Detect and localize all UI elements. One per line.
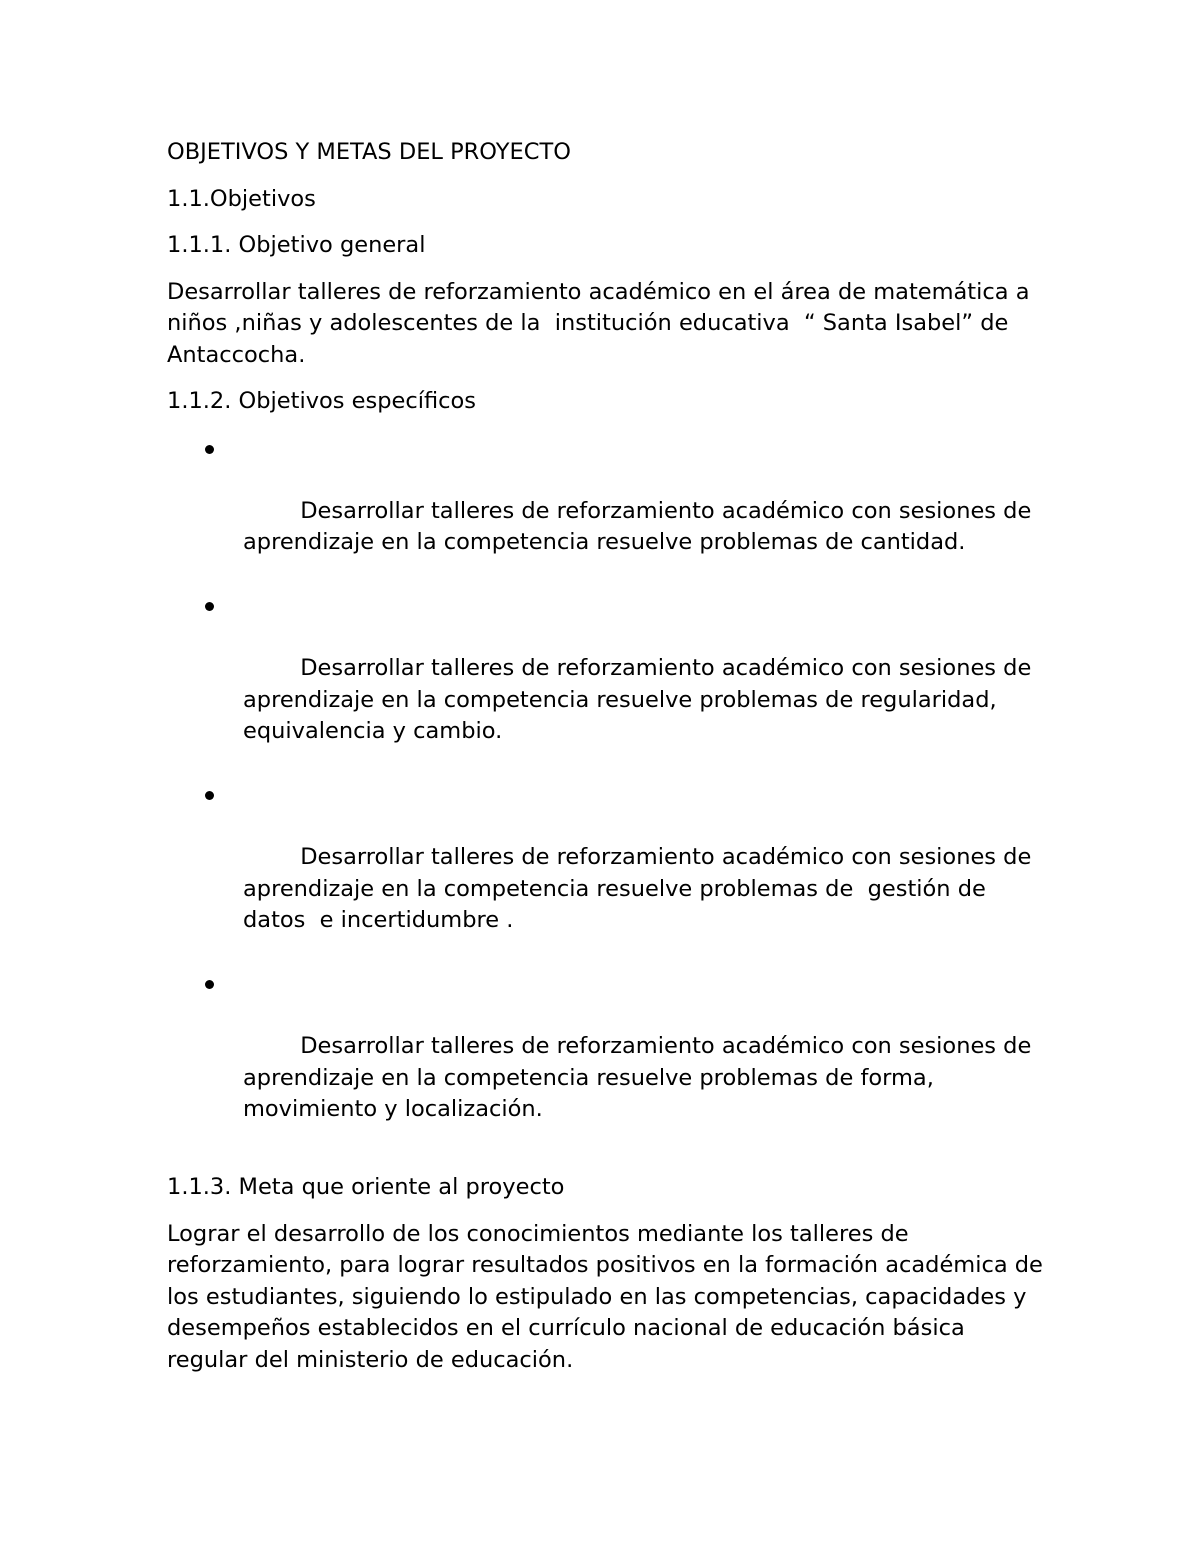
- list-item: [167, 590, 1047, 779]
- list-item: [167, 433, 1047, 591]
- heading-objetivos-especificos: 1.1.2. Objetivos específicos: [167, 388, 477, 414]
- bullet-icon: [205, 791, 214, 800]
- paragraph-meta: Lograr el desarrollo de los conocimientos mediante los talleres de reforzamiento, para lograr resultados positivos en la formación académica de los estudiantes, siguiendo lo estipulado en las competencias, capacidades y desempeños establecidos en el currículo nacional de educación básica regular del ministerio de educación.: [167, 1220, 1051, 1373]
- list-item: [167, 779, 1047, 968]
- list-item-text: Desarrollar talleres de reforzamiento académico con sesiones de aprendizaje en la competencia resuelve problemas de forma, movimiento y localización.: [243, 1033, 1039, 1122]
- bullet-icon: [205, 980, 214, 989]
- heading-objetivos: 1.1.Objetivos: [167, 185, 316, 212]
- heading-objetivo-general: 1.1.1. Objetivo general: [167, 232, 426, 258]
- document-body: [167, 137, 1051, 1391]
- list-item-text: Desarrollar talleres de reforzamiento académico con sesiones de aprendizaje en la competencia resuelve problemas de gestión de datos e incertidumbre .: [243, 844, 1039, 933]
- heading-meta: 1.1.3. Meta que oriente al proyecto: [167, 1174, 565, 1200]
- list-item-text: Desarrollar talleres de reforzamiento académico con sesiones de aprendizaje en la competencia resuelve problemas de regularidad, equivalencia y cambio.: [243, 655, 1039, 744]
- paragraph-objetivo-general: Desarrollar talleres de reforzamiento académico en el área de matemática a niños ,niñas y adolescentes de la institución educativa “ Santa Isabel” de Antaccocha.: [167, 278, 1037, 368]
- bullet-icon: [205, 602, 214, 611]
- list-item: [167, 968, 1047, 1157]
- list-item-text: Desarrollar talleres de reforzamiento académico con sesiones de aprendizaje en la competencia resuelve problemas de cantidad.: [243, 497, 1039, 555]
- bullet-icon: [205, 445, 214, 454]
- document-title: OBJETIVOS Y METAS DEL PROYECTO: [167, 139, 571, 165]
- objetivos-especificos-list: [167, 433, 1047, 1158]
